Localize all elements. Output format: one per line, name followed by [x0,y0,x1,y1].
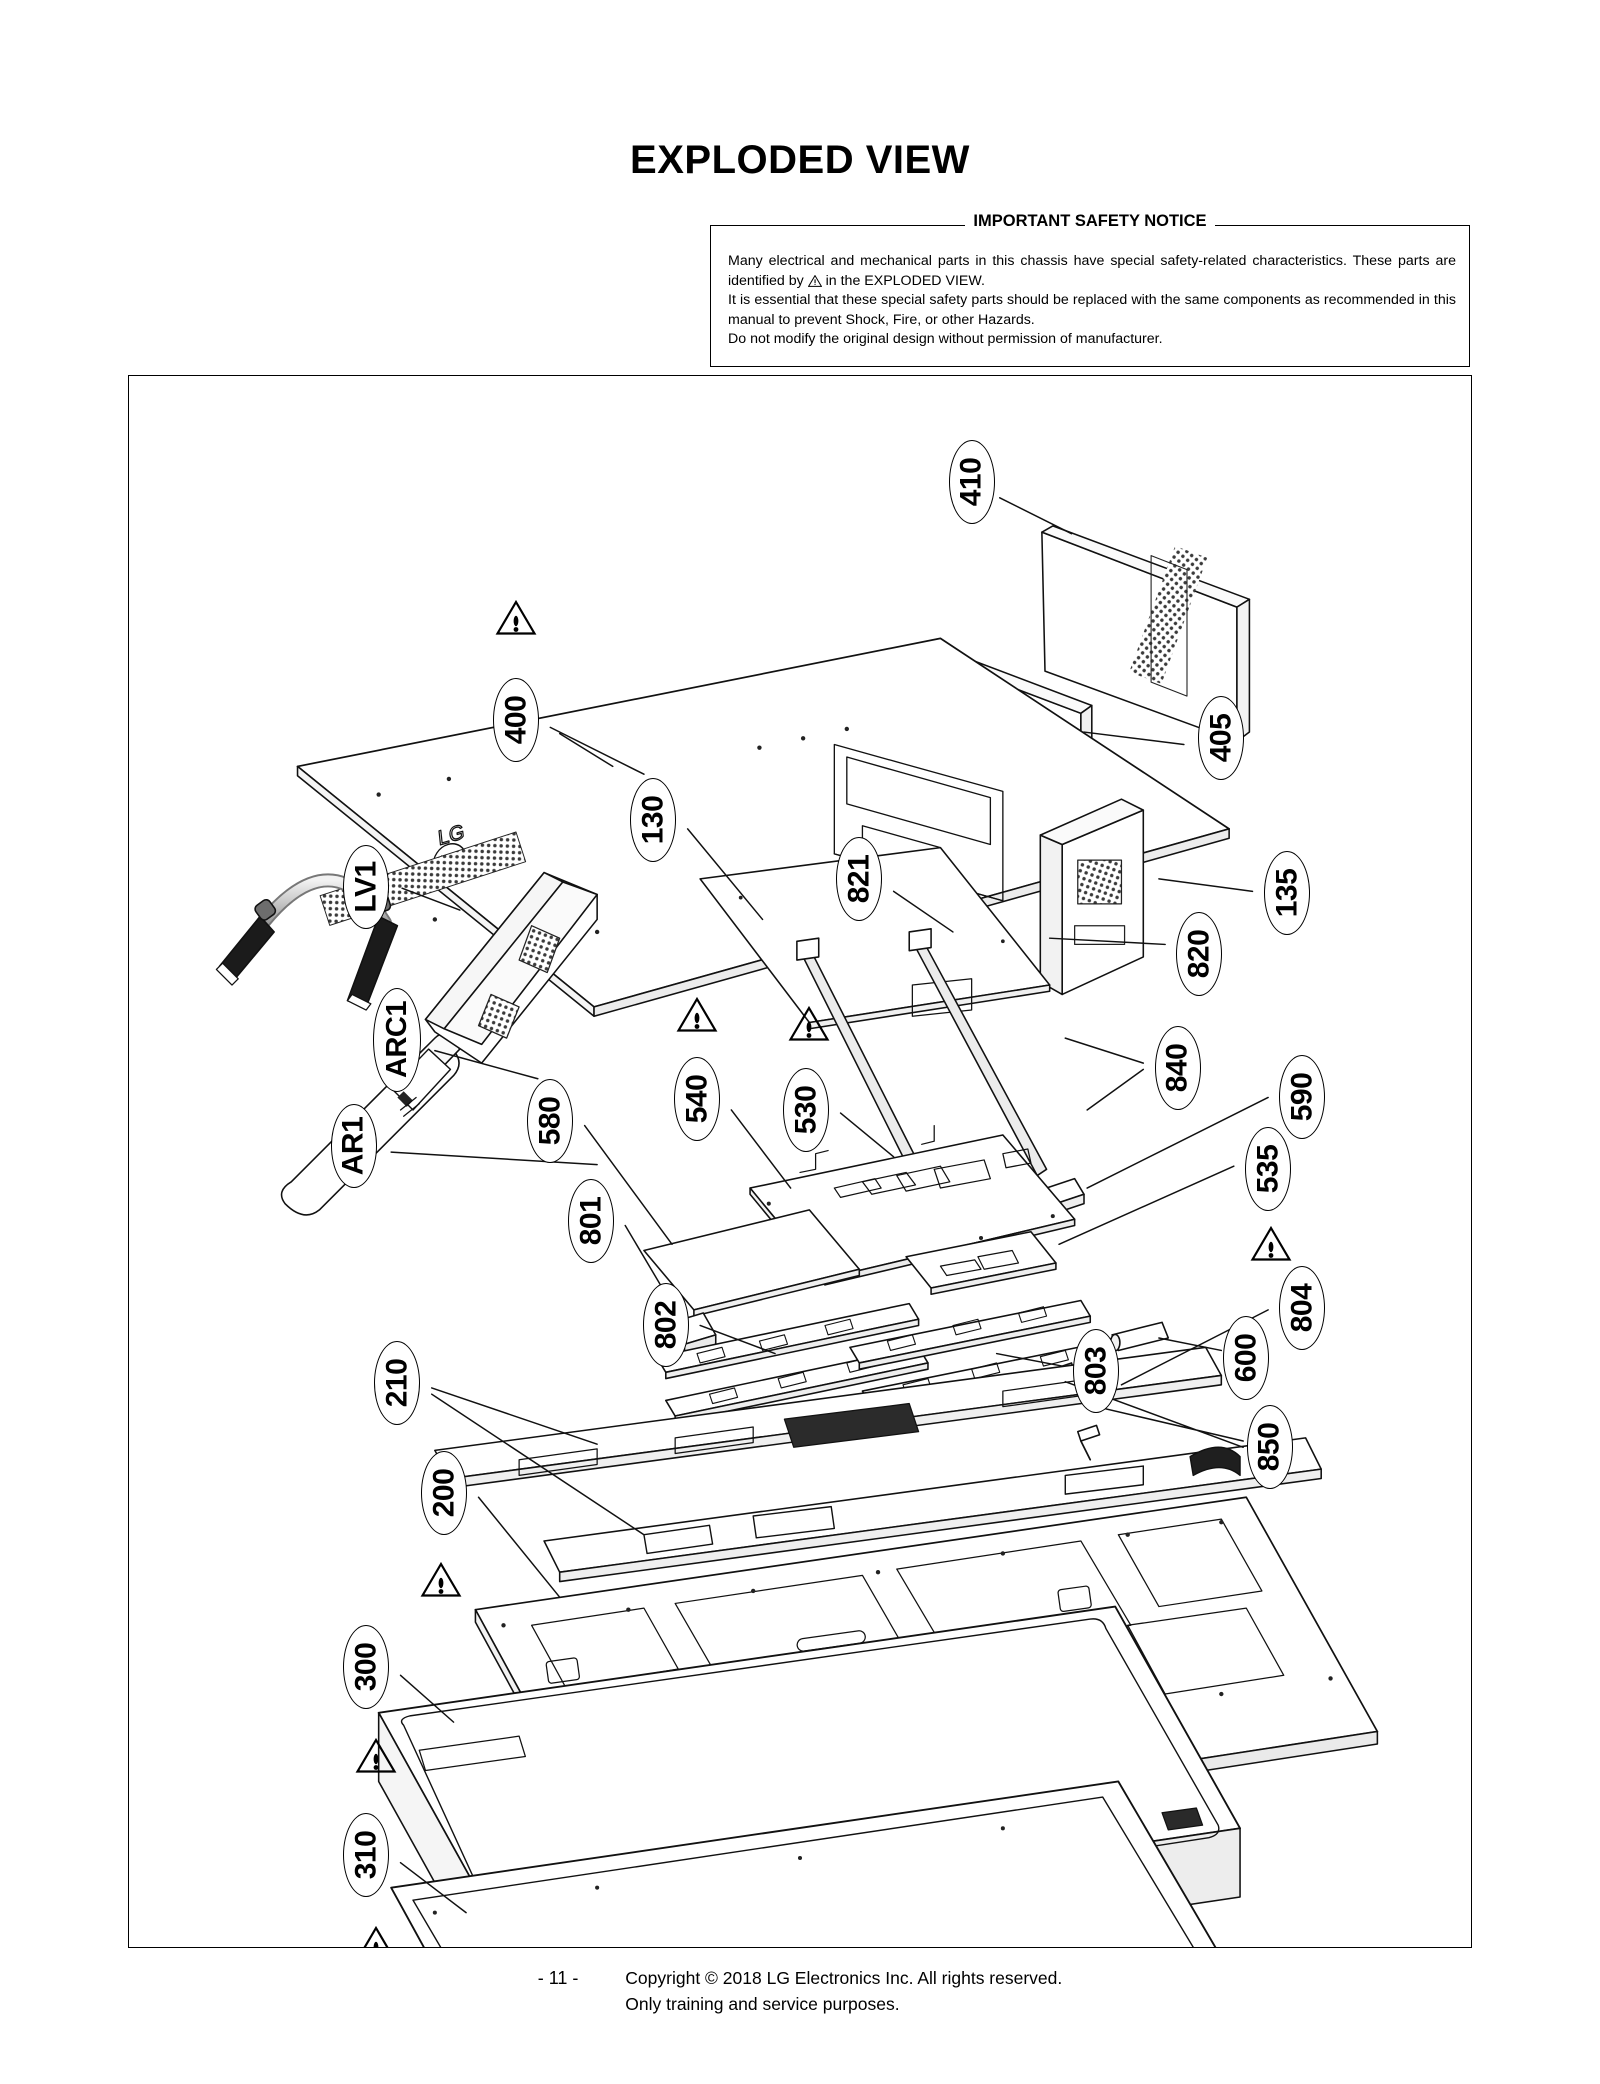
callout-600[interactable] [1223,1316,1269,1400]
callout-840[interactable] [1155,1026,1201,1110]
safety-notice-line1-a: Many electrical and mechanical parts in this chassis have special safety-related characteristics. These parts are identified by [728,253,1456,289]
callout-label: 400 [498,695,532,744]
safety-notice-line1-b: in the EXPLODED VIEW. [825,272,985,289]
callout-bubble [643,1283,689,1367]
callout-bubble [343,1813,389,1897]
callout-bubble [343,845,389,929]
callout-bubble [373,988,421,1092]
callout-label: 135 [1269,868,1303,918]
callout-821[interactable] [836,837,882,921]
safety-notice-paragraph-1 [728,252,1456,291]
callout-bubble [1176,912,1222,996]
callout-bubble [1247,1405,1293,1489]
callout-label: 130 [636,795,670,844]
callout-label: 210 [380,1358,414,1408]
callout-bubble [1198,696,1244,780]
callout-bubble [493,678,539,762]
callout-801[interactable] [568,1179,614,1263]
callout-535[interactable] [1245,1127,1291,1211]
callout-803[interactable] [1073,1329,1119,1413]
callout-bubble [1223,1316,1269,1400]
callout-405[interactable] [1198,696,1244,780]
callout-bubble [1073,1329,1119,1413]
callout-ARC1[interactable] [373,988,421,1092]
copyright-line-2: Only training and service purposes. [625,1994,900,2014]
callout-410[interactable] [949,440,995,524]
callout-label: 405 [1204,714,1238,763]
callout-bubble [674,1057,720,1141]
callout-AR1[interactable] [331,1104,377,1188]
callout-210[interactable] [374,1341,420,1425]
callout-200[interactable] [421,1451,467,1535]
callout-LV1[interactable] [343,845,389,929]
callout-bubble [949,440,995,524]
callout-bubble [1245,1127,1291,1211]
safety-notice-legend [710,213,1470,230]
callout-label: 300 [349,1643,383,1692]
callout-804[interactable] [1279,1266,1325,1350]
callout-label: 540 [680,1074,713,1124]
callout-label: 802 [648,1301,682,1350]
callout-label: 803 [1079,1346,1113,1396]
callout-label: 850 [1252,1422,1286,1472]
callout-bubble [331,1104,377,1188]
callout-label: 580 [533,1096,567,1146]
callout-label: 804 [1285,1284,1319,1333]
callout-bubble [836,837,882,921]
callout-820[interactable] [1176,912,1222,996]
callout-bubble [783,1068,829,1152]
callout-802[interactable] [643,1283,689,1367]
warning-triangle-icon [808,275,822,287]
callout-540[interactable] [674,1057,720,1141]
copyright-notice [625,1965,1062,2017]
callout-bubble [630,778,676,862]
callout-850[interactable] [1247,1405,1293,1489]
callout-bubble [374,1341,420,1425]
safety-notice-paragraph-2: It is essential that these special safety parts should be replaced with the same components as recommended in this manual to prevent Shock, Fire, or other Hazards. [728,292,1456,328]
callout-label: 200 [427,1468,461,1517]
safety-warning-triangle-icon-300 [355,1737,397,1775]
safety-notice-body [728,252,1456,350]
callout-130[interactable] [630,778,676,862]
page-number: - 11 - [537,1968,579,1988]
safety-notice-legend-text: IMPORTANT SAFETY NOTICE [965,212,1214,230]
safety-notice-paragraph-3: Do not modify the original design without permission of manufacturer. [728,331,1163,348]
safety-warning-triangle-icon-310 [355,1925,397,1948]
safety-warning-triangle-icon-400 [495,599,537,637]
callout-300[interactable] [343,1625,389,1709]
callout-label: 590 [1285,1073,1319,1122]
safety-warning-triangle-icon-535 [1250,1225,1292,1263]
callout-bubble [568,1179,614,1263]
safety-warning-triangle-icon-530 [788,1005,830,1043]
callout-label: 310 [349,1830,383,1880]
page-footer [0,1965,1600,2017]
callout-label: AR1 [336,1116,370,1176]
callout-label: 600 [1229,1333,1263,1383]
page-title: EXPLODED VIEW [630,138,970,182]
callout-label: 801 [573,1196,607,1246]
callout-label: 821 [842,854,876,904]
callout-bubble [1155,1026,1201,1110]
callout-bubble [1279,1266,1325,1350]
callout-400[interactable] [493,678,539,762]
callout-label: 530 [789,1085,823,1135]
callout-530[interactable] [783,1068,829,1152]
svg-text:LG: LG [437,819,466,851]
callout-bubble [527,1079,573,1163]
callout-310[interactable] [343,1813,389,1897]
callout-bubble [1264,851,1310,935]
callout-580[interactable] [527,1079,573,1163]
safety-warning-triangle-icon-200 [420,1561,462,1599]
copyright-line-1: Copyright © 2018 LG Electronics Inc. All rights reserved. [625,1968,1063,1988]
callout-label: 535 [1251,1145,1285,1194]
part-135-speaker-box [1040,799,1143,994]
exploded-view-diagram [128,375,1472,1948]
callout-135[interactable] [1264,851,1310,935]
callout-label: 840 [1160,1043,1194,1093]
callout-bubble [343,1625,389,1709]
callout-label: LV1 [349,860,383,913]
callout-label: 410 [954,457,988,507]
callout-label: 820 [1182,929,1216,979]
safety-warning-triangle-icon-540 [676,996,718,1034]
callout-label: ARC1 [380,1001,413,1079]
callout-bubble [421,1451,467,1535]
